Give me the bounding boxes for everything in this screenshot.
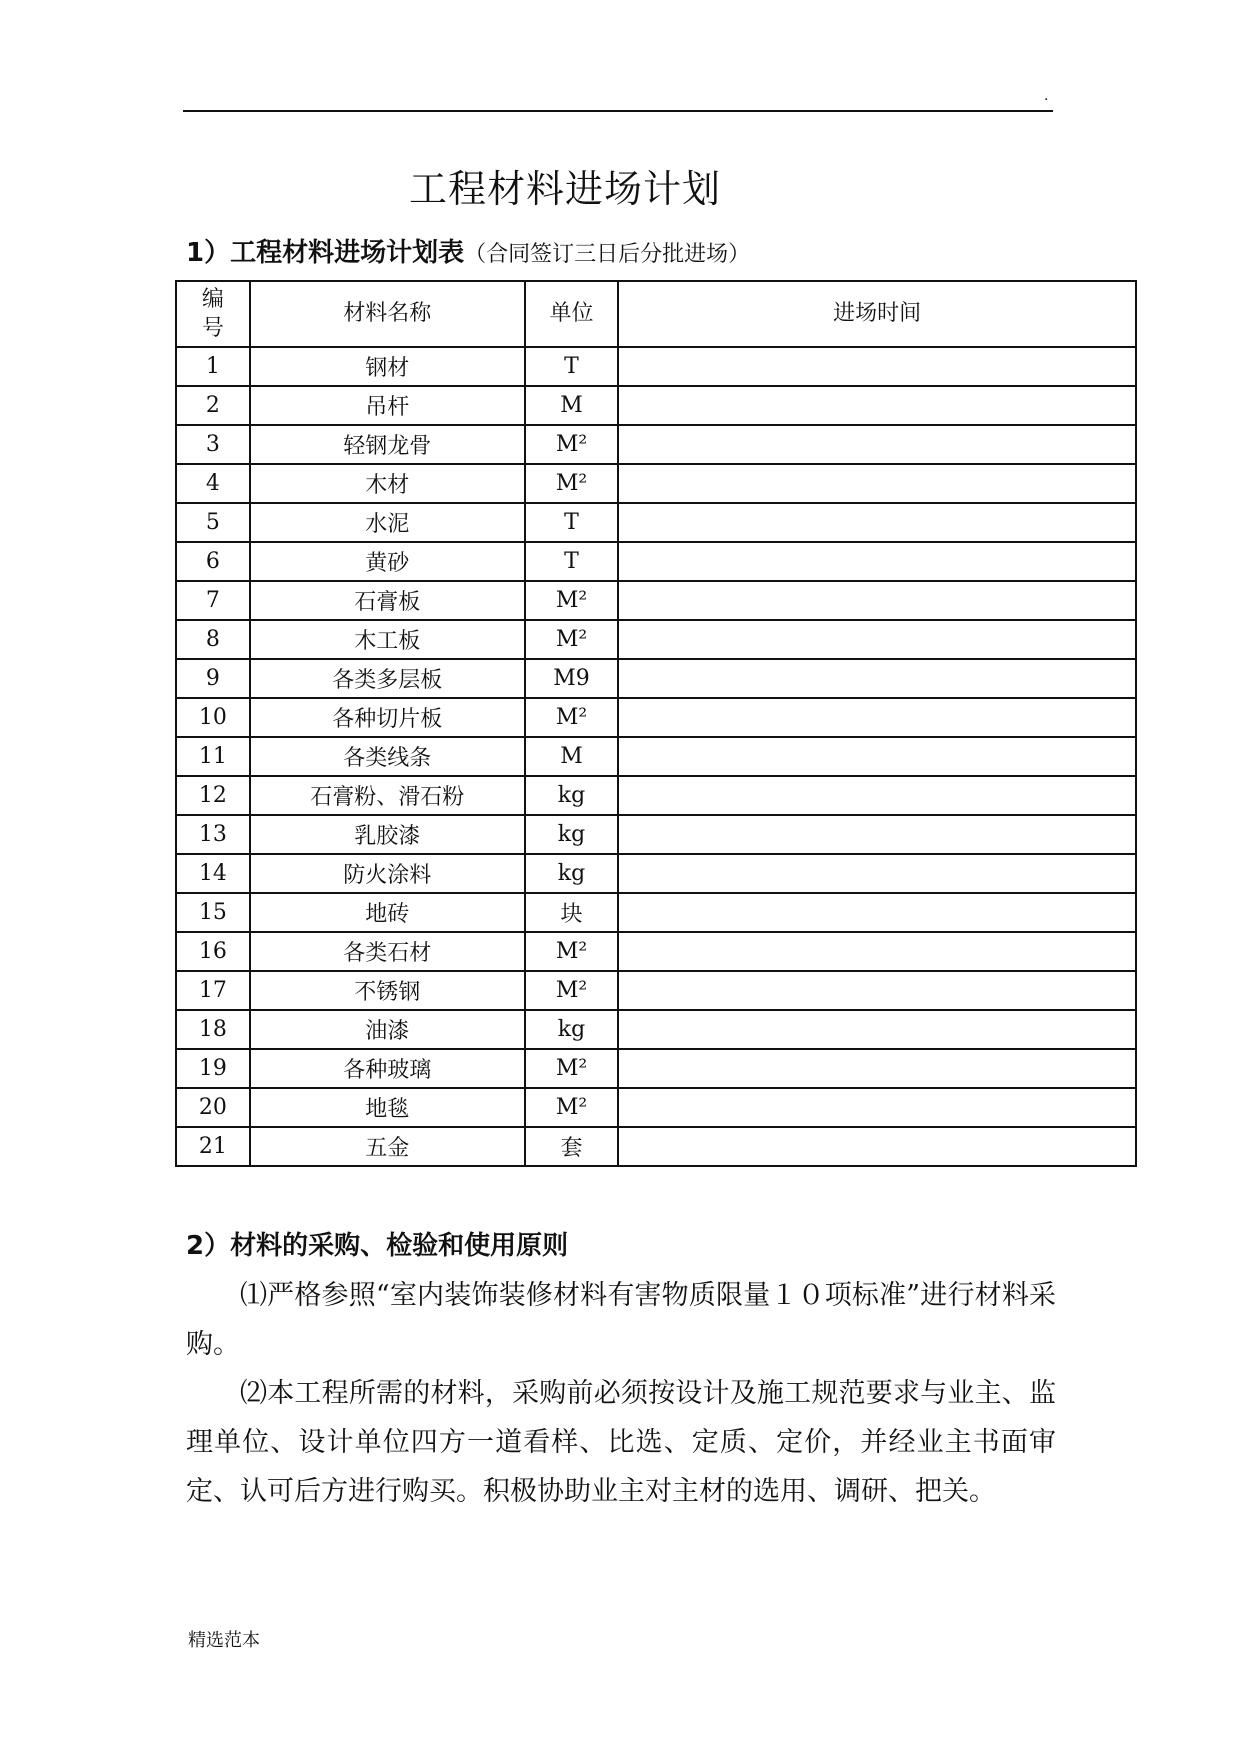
cell-unit: kg <box>525 776 619 815</box>
cell-material-name: 各种玻璃 <box>250 1049 525 1088</box>
cell-unit: 块 <box>525 893 619 932</box>
cell-arrival-time <box>618 1010 1136 1049</box>
cell-unit: M² <box>525 464 619 503</box>
paragraph-2: ⑵本工程所需的材料，采购前必须按设计及施工规范要求与业主、监理单位、设计单位四方一道看样、比选、定质、定价，并经业主书面审定、认可后方进行购买。积极协助业主对主材的选用、调研、把关。 <box>186 1378 1056 1507</box>
table-row <box>176 425 1136 464</box>
cell-number: 14 <box>176 854 250 893</box>
cell-material-name: 轻钢龙骨 <box>250 425 525 464</box>
section-1-title: 1）工程材料进场计划表 <box>186 238 465 268</box>
cell-number: 17 <box>176 971 250 1010</box>
cell-unit: M² <box>525 581 619 620</box>
cell-number: 1 <box>176 347 250 386</box>
cell-material-name: 吊杆 <box>250 386 525 425</box>
cell-material-name: 地毯 <box>250 1088 525 1127</box>
cell-arrival-time <box>618 893 1136 932</box>
footer-text: 精选范本 <box>188 1630 260 1651</box>
cell-number: 7 <box>176 581 250 620</box>
cell-unit: M <box>525 737 619 776</box>
cell-unit: T <box>525 503 619 542</box>
cell-arrival-time <box>618 698 1136 737</box>
table-row <box>176 386 1136 425</box>
header-unit: 单位 <box>525 281 619 347</box>
table-row <box>176 347 1136 386</box>
cell-arrival-time <box>618 854 1136 893</box>
cell-material-name: 各类多层板 <box>250 659 525 698</box>
cell-material-name: 钢材 <box>250 347 525 386</box>
header-rule <box>183 110 1053 112</box>
cell-arrival-time <box>618 542 1136 581</box>
cell-material-name: 各类石材 <box>250 932 525 971</box>
table-row <box>176 581 1136 620</box>
cell-unit: M <box>525 386 619 425</box>
cell-arrival-time <box>618 425 1136 464</box>
cell-number: 15 <box>176 893 250 932</box>
table-row <box>176 1010 1136 1049</box>
cell-unit: M² <box>525 620 619 659</box>
cell-material-name: 木材 <box>250 464 525 503</box>
cell-unit: T <box>525 347 619 386</box>
table-row <box>176 893 1136 932</box>
material-schedule-table <box>175 280 1137 1167</box>
cell-arrival-time <box>618 1127 1136 1166</box>
cell-number: 6 <box>176 542 250 581</box>
cell-unit: kg <box>525 815 619 854</box>
cell-number: 20 <box>176 1088 250 1127</box>
cell-material-name: 木工板 <box>250 620 525 659</box>
cell-arrival-time <box>618 503 1136 542</box>
table-row <box>176 776 1136 815</box>
cell-material-name: 各类线条 <box>250 737 525 776</box>
cell-material-name: 石膏板 <box>250 581 525 620</box>
cell-material-name: 水泥 <box>250 503 525 542</box>
cell-material-name: 不锈钢 <box>250 971 525 1010</box>
cell-number: 4 <box>176 464 250 503</box>
cell-arrival-time <box>618 464 1136 503</box>
table-header-row <box>176 281 1136 347</box>
cell-number: 3 <box>176 425 250 464</box>
cell-material-name: 五金 <box>250 1127 525 1166</box>
cell-unit: M² <box>525 1049 619 1088</box>
cell-number: 16 <box>176 932 250 971</box>
table-row <box>176 542 1136 581</box>
cell-arrival-time <box>618 1088 1136 1127</box>
table-row <box>176 464 1136 503</box>
table-row <box>176 1127 1136 1166</box>
cell-number: 11 <box>176 737 250 776</box>
cell-arrival-time <box>618 581 1136 620</box>
cell-arrival-time <box>618 386 1136 425</box>
header-arrival-time: 进场时间 <box>618 281 1136 347</box>
cell-unit: M² <box>525 971 619 1010</box>
cell-number: 19 <box>176 1049 250 1088</box>
cell-number: 10 <box>176 698 250 737</box>
cell-number: 2 <box>176 386 250 425</box>
table-row <box>176 815 1136 854</box>
cell-arrival-time <box>618 932 1136 971</box>
cell-material-name: 地砖 <box>250 893 525 932</box>
cell-unit: M² <box>525 425 619 464</box>
section-2-heading: 2）材料的采购、检验和使用原则 <box>186 1231 569 1261</box>
cell-unit: T <box>525 542 619 581</box>
cell-unit: M² <box>525 932 619 971</box>
table-row <box>176 971 1136 1010</box>
cell-material-name: 防火涂料 <box>250 854 525 893</box>
cell-number: 13 <box>176 815 250 854</box>
document-title: 工程材料进场计划 <box>408 167 721 211</box>
cell-number: 18 <box>176 1010 250 1049</box>
cell-unit: M9 <box>525 659 619 698</box>
cell-arrival-time <box>618 659 1136 698</box>
header-mark: . <box>1044 88 1049 104</box>
table-row <box>176 737 1136 776</box>
paragraph-1: ⑴严格参照“室内装饰装修材料有害物质限量１０项标准”进行材料采购。 <box>186 1280 1056 1360</box>
table-row <box>176 503 1136 542</box>
table-row <box>176 932 1136 971</box>
table-row <box>176 698 1136 737</box>
cell-unit: M² <box>525 1088 619 1127</box>
cell-arrival-time <box>618 737 1136 776</box>
cell-number: 5 <box>176 503 250 542</box>
table-row <box>176 1049 1136 1088</box>
cell-material-name: 石膏粉、滑石粉 <box>250 776 525 815</box>
cell-unit: kg <box>525 1010 619 1049</box>
table-row <box>176 620 1136 659</box>
cell-arrival-time <box>618 971 1136 1010</box>
cell-arrival-time <box>618 1049 1136 1088</box>
cell-number: 8 <box>176 620 250 659</box>
header-number <box>176 281 250 347</box>
cell-material-name: 油漆 <box>250 1010 525 1049</box>
section-1-heading <box>186 232 750 269</box>
cell-number: 9 <box>176 659 250 698</box>
cell-number: 12 <box>176 776 250 815</box>
cell-material-name: 各种切片板 <box>250 698 525 737</box>
table-row <box>176 854 1136 893</box>
cell-material-name: 黄砂 <box>250 542 525 581</box>
section-1-note: （合同签订三日后分批进场） <box>464 242 751 267</box>
cell-material-name: 乳胶漆 <box>250 815 525 854</box>
cell-unit: 套 <box>525 1127 619 1166</box>
header-material-name: 材料名称 <box>250 281 525 347</box>
cell-arrival-time <box>618 347 1136 386</box>
header-number-text: 编号 <box>201 287 224 341</box>
cell-arrival-time <box>618 815 1136 854</box>
cell-arrival-time <box>618 776 1136 815</box>
cell-unit: kg <box>525 854 619 893</box>
cell-number: 21 <box>176 1127 250 1166</box>
cell-arrival-time <box>618 620 1136 659</box>
table-row <box>176 659 1136 698</box>
cell-unit: M² <box>525 698 619 737</box>
table-row <box>176 1088 1136 1127</box>
